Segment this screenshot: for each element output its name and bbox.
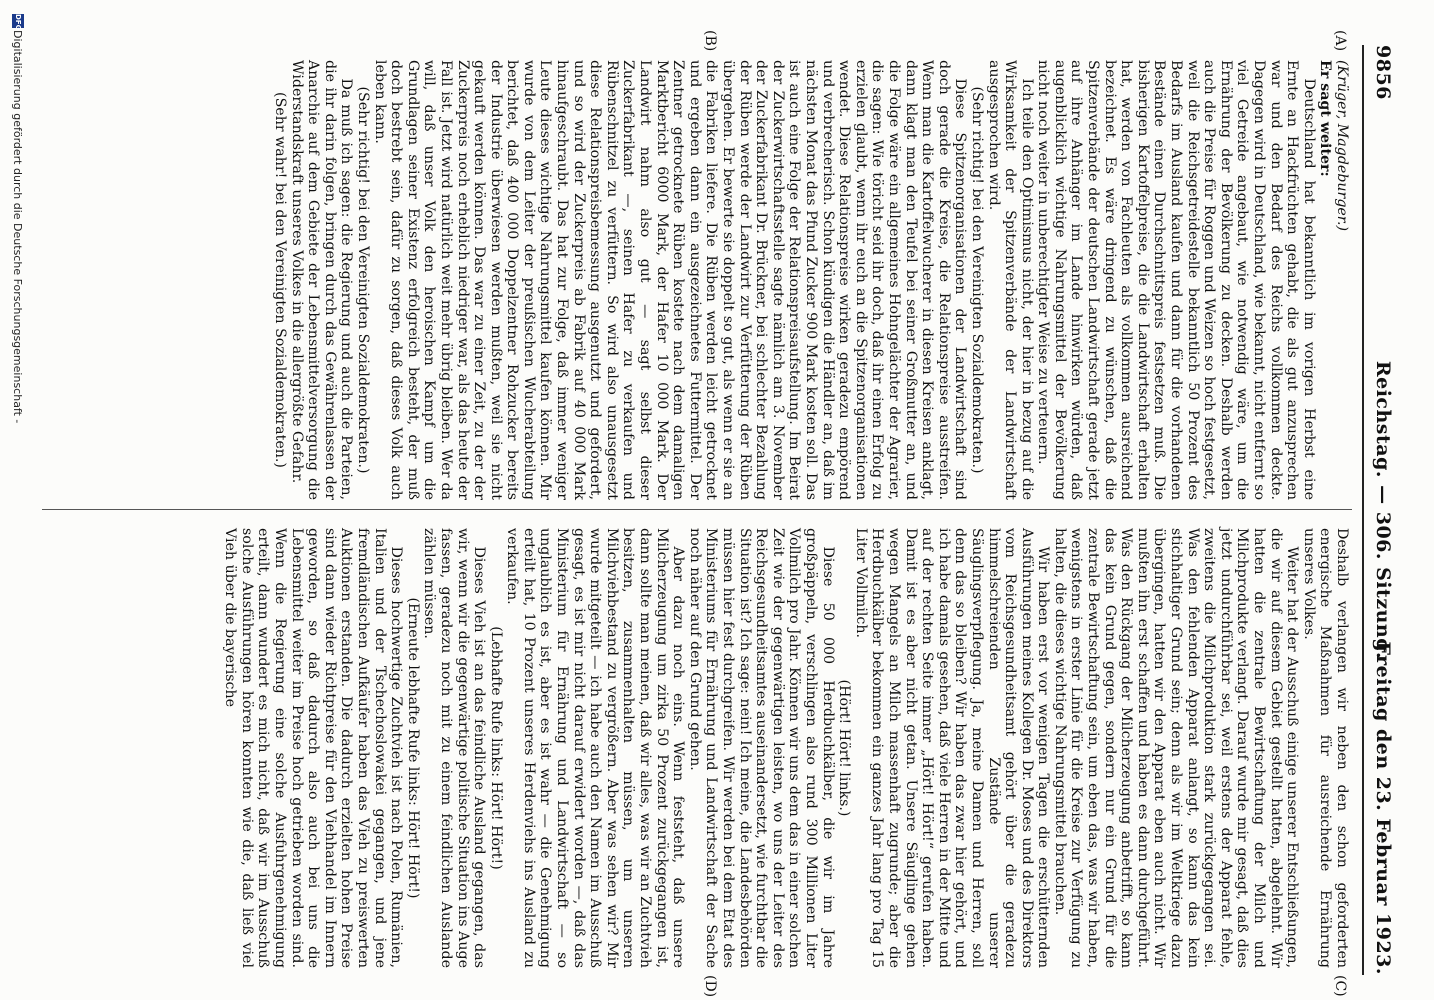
paragraph: Dieses Vieh ist an das feindliche Ausland gegangen, das wir, wenn wir die gegenwärtige politische Situation ins Auge fassen, geradezu noch mit zu einem feindlichen Auslande zählen müssen. — [421, 528, 488, 968]
interjection: (Sehr richtig! bei den Vereinigten Sozialdemokraten.) — [354, 86, 371, 474]
header-rule — [1362, 45, 1364, 975]
right-column — [222, 528, 1350, 968]
paragraph: Aber dazu noch eins. Wenn feststeht, daß unsere Milcherzeugung um zirka 50 Prozent zurückgegangen ist, dann sollte man meinen, daß wir alles, was wir an Zuchtvieh besitzen, zusammenhalten müssen, um unseren Milchviehbestand zu vergrößern. Aber was sehen wir? Mir wurde mitgeteilt — ich habe auch den Namen im Ausschuß gesagt, es ist mir nicht darauf erwidert worden —, daß das Ministerium für Ernährung und Landwirtschaft — so unglaublich es ist, aber es ist wahr — die Genehmigung erteilt hat, 10 Prozent unseres Herdenviehs ins Ausland zu verkaufen. — [504, 528, 687, 968]
margin-marker-b: (B) — [702, 30, 718, 52]
footer — [6, 0, 28, 1000]
paragraph: Diese 50 000 Herdbuchkälber, die wir im Jahre großpäppeln, verschlingen also rund 300 Millionen Liter Vollmilch pro Jahr. Können wir uns dem das in einer solchen Zeit wie der gegenwärtigen leisten, wo uns der Leiter des Reichsgesundheitsamtes auseinandersetzt, wie furchtbar die Situation ist? Ich sage: nein! Ich meine, die Landesbehörden müssen hier fest durchgreifen. Wir werden bei dem Etat des Ministeriums für Ernährung und Landwirtschaft der Sache noch näher auf den Grund gehen. — [686, 528, 836, 968]
digitization-credit: Digitalisierung gefördert durch die Deutsche Forschungsgemeinschaft - — [11, 30, 24, 424]
intro-line: Er sagt weiter: — [1317, 60, 1334, 177]
left-column — [271, 60, 1350, 500]
paragraph: Diese Spitzenorganisationen der Landwirtschaft sind doch gerade die Kreise, die Relationspreise ausstreifen. Wenn man die Kartoffelwucherer in diesen Kreisen anklagt, dann klagt man den Teufel bei seiner Großmutter an, und die Folge wäre ein allgemeines Hohngelächter der Agrarier, die sagen: Wie töricht seid ihr doch, daß ihr einen Erfolg zu erzielen glaubt, wenn ihr euch an die Spitzenorganisationen wendet. Diese Relationspreise wirken geradezu empörend und verbrecherisch. Schon kündigen die Händler an, daß im nächsten Monat das Pfund Zucker 900 Mark kosten soll. Das ist auch eine Folge der Relationspreisaufstellung. Im Beirat der Zuckerwirtschaftsstelle sagte nämlich am 3. November der Zuckerfabrikant Dr. Brückner, bei schlechter Bezahlung der Rüben werde der Landwirt zur Verfütterung der Rüben übergehen. Er bewerte sie doppelt so gut, als wenn er sie an die Fabriken liefere. Die Rüben werden leicht getrocknet und ergeben dann ein ausgezeichnetes Futtermittel. Der Zentner getrocknete Rüben kostete nach dem damaligen Marktbericht 6000 Mark, der Hafer 10 000 Mark. Der Landwirt nahm also gut — sagt selbst dieser Zuckerfabrikant —, seinen Hafer zu verkaufen und Rübenschnitzel zu verfüttern. So wird also unausgesetzt diese Relationspreisbemessung ausgenutzt und gefordert, und so wird der Zuckerpreis ab Fabrik auf 40 000 Mark hinaufgeschraubt. Das hat zur Folge, daß immer weniger Leute dieses wichtige Nahrungsmittel kaufen können. Mir wurde von dem Leiter der preußischen Wucherabteilung berichtet, daß 400 000 Doppelzentner Rohzucker bereits der Industrie überwiesen werden mußten, weil sie nicht gekauft werden können. Das war zu einer Zeit, zu der der Zuckerpreis noch erheblich niedriger war, als das heute der Fall ist. Jetzt wird natürlich weit mehr übrig bleiben. Wer da will, daß unser Volk den heroischen Kampf um die Grundlagen seiner Existenz erfolgreich besteht, der muß doch bestrebt sein, dafür zu sorgen, daß dieses Volk auch leben kann. — [371, 60, 969, 500]
interjection: (Lebhafte Rufe links: Hört! Hört!) — [487, 626, 504, 870]
column-divider — [42, 509, 1352, 510]
interjection: (Hört! Hört! links.) — [836, 679, 853, 817]
page-number: 9856 — [1372, 45, 1394, 100]
interjection: (Sehr richtig! bei den Vereinigten Sozialdemokraten.) — [968, 86, 985, 474]
margin-marker-c: (C) — [1332, 975, 1348, 997]
paragraph: Wir haben erst vor wenigen Tagen die erschütternden Ausführungen meines Kollegen Dr. Moses und des Direktors vom Reichsgesundheitsamt gehört über die geradezu himmelschreienden Zustände unserer Säuglingsverpflegung. Ja, meine Damen und Herren, soll denn das so bleiben? Wir haben das zwar hier gehört, und ich habe damals gesehen, daß viele Herren in der Mitte und auf der rechten Seite immer „Hört! Hört!“ gerufen haben. Damit ist es aber nicht getan. Unsere Säuglinge gehen wegen Mangels an Milch massenhaft zugrunde; aber die Herdbuchkälber bekommen ein ganzes Jahr lang pro Tag 15 Liter Vollmilch. — [852, 528, 1052, 968]
dfg-logo: DFG — [14, 14, 22, 31]
speaker-line: (Krüger, Magdeburger.) — [1334, 60, 1350, 232]
margin-marker-d: (D) — [702, 975, 718, 998]
margin-marker-a: (A) — [1332, 30, 1348, 52]
paragraph: Deutschland hat bekanntlich im vorigen Herbst eine Ernte an Hackfrüchten gehabt, die als gut anzusprechen war und den Bedarf des Reichs vollkommen deckte. Dagegen wird in Deutschland, wie bekannt, nicht entfernt so viel Getreide angebaut, wie notwendig wäre, um die Ernährung der Bevölkerung zu decken. Deshalb werden auch die Preise für Roggen und Weizen so hoch festgesetzt, weil die Reichsgetreidestelle bekanntlich 50 Prozent des Bedarfs im Ausland kaufen und dann für die vorhandenen Bestände einen Durchschnittspreis festsetzen muß. Die bisherigen Kartoffelpreise, die die Landwirtschaft erhalten hat, werden von Fachleuten als vollkommen ausreichend bezeichnet. Es wäre dringend zu wünschen, daß die Spitzenverbände der deutschen Landwirtschaft gerade jetzt auf ihre Anhänger im Lande hinwirken würden, daß augenblicklich wichtige Nahrungsmittel der Bevölkerung nicht noch weiter in unberechtigter Weise zu verteuern. — [1035, 60, 1317, 500]
interjection: (Sehr wahr! bei den Vereinigten Sozialdemokraten.) — [272, 92, 288, 468]
paragraph: Weiter hat der Ausschuß einige unserer Entschließungen, die wir auf diesem Gebiet gestellt hatten, abgelehnt. Wir hatten die zentrale Bewirtschaftung der Milch und Milchprodukte verlangt. Darauf wurde mir gesagt, daß dies jetzt undurchführbar sei, weil erstens der Apparat fehle, zweitens die Milchproduktion stark zurückgegangen sei. Was den fehlenden Apparat anlangt, so kann das kein stichhaltiger Grund sein; denn als wir im Weltkriege dazu übergingen, hatten wir den Apparat eben auch nicht. Wir mußten ihn erst schaffen und haben es dann durchgeführt. Was den Rückgang der Milcherzeugung anbetrifft, so kann das kein Grund gegen, sondern nur ein Grund für die zentrale Bewirtschaftung sein, um eben das, was wir haben, wenigstens in erster Linie für die Kreise zur Verfügung zu halten, die dieses wichtige Nahrungsmittel brauchen. — [1051, 528, 1301, 968]
page-header — [1364, 45, 1394, 975]
page-title: Reichstag. — 306. Sitzung. — [1372, 360, 1394, 660]
paragraph: Dieses hochwertige Zuchtvieh ist nach Polen, Rumänien, Italien und der Tschechoslowakei gegangen, und jene fremdländischen Aufkäufer haben das Vieh zu preiswerten Auktionen erstanden. Die dadurch erzielten hohen Preise sind dann wieder Richtpreise für den Viehhandel im Innern geworden, so daß dadurch also auch bei uns die Lebensmittel weiter im Preise hoch getrieben worden sind. Wenn die Regierung eine solche Ausfuhrgenehmigung erteilt, dann wundert es mich nicht, daß wir im Ausschuß solche Ausführungen hören konnten wie die, daß ließ viel Vieh über die bayerische — [222, 528, 405, 968]
paragraph: Da muß ich sagen: die Regierung und auch die Parteien, die ihr darin folgen, bringen durch das Gewährenlassen der Anarchie auf dem Gebiete der Lebensmittelversorgung die Widerstandskraft unseres Volkes in die allergrößte Gefahr. — [288, 60, 355, 500]
page-date: Freitag den 23. Februar 1923. — [1372, 641, 1394, 975]
interjection: (Erneute lebhafte Rufe links: Hört! Hört!) — [404, 597, 421, 899]
paragraph: Deshalb verlangen wir neben den schon geforderten energische Maßnahmen für ausreichende Ernährung unseres Volkes. — [1300, 528, 1350, 968]
paragraph: Ich teile den Optimismus nicht, der hier in bezug auf die Wirksamkeit der Spitzenverbände der Landwirtschaft ausgesprochen wird. — [985, 60, 1035, 500]
